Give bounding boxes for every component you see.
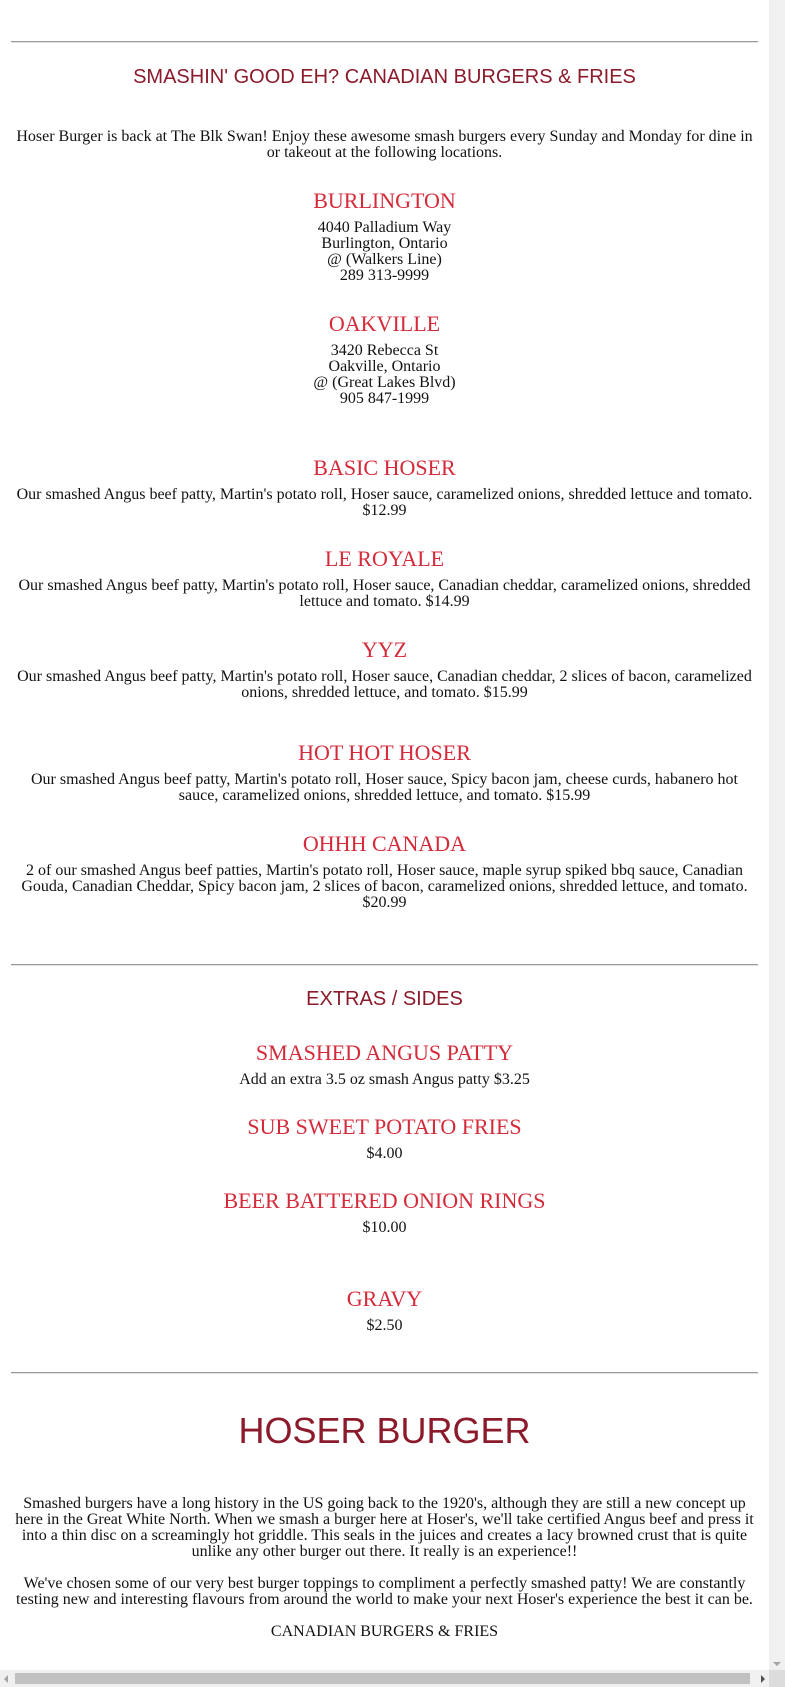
extras-item	[11, 1188, 758, 1236]
location-city: Burlington, Ontario	[321, 235, 448, 252]
menu-item	[11, 740, 758, 804]
menu-item-description: 2 of our smashed Angus beef patties, Martin's potato roll, Hoser sauce, maple syrup spiked bbq sauce, Canadian Gouda, Canadian Cheddar, Spicy bacon jam, 2 slices of bacon, caramelized onions, shredded lettuce, and tomato. $20.99	[21, 862, 748, 911]
scroll-down-arrow-icon[interactable]	[773, 1662, 781, 1666]
menu-item-description: Our smashed Angus beef patty, Martin's potato roll, Hoser sauce, Canadian cheddar, caramelized onions, shredded lettuce and tomato. $14.99	[18, 577, 751, 610]
menu-item-name: HOT HOT HOSER	[298, 740, 471, 765]
horizontal-scrollbar[interactable]	[0, 1670, 769, 1687]
menu-item	[11, 637, 758, 701]
location-city: Oakville, Ontario	[328, 358, 441, 375]
menu-item	[11, 831, 758, 911]
menu-item-name: BASIC HOSER	[313, 455, 456, 480]
extras-item-description: $2.50	[366, 1317, 403, 1334]
location-address: 3420 Rebecca St	[330, 342, 439, 359]
menu-item	[11, 546, 758, 610]
location-cross-street: @ (Walkers Line)	[327, 251, 442, 268]
brand-title: HOSER BURGER	[238, 1410, 531, 1451]
extras-item-name: GRAVY	[346, 1286, 423, 1311]
about-tagline: CANADIAN BURGERS & FRIES	[270, 1623, 499, 1640]
menu-item-description: Our smashed Angus beef patty, Martin's potato roll, Hoser sauce, Spicy bacon jam, cheese curds, habanero hot sauce, caramelized onions, shredded lettuce, and tomato. $15.99	[31, 771, 738, 804]
extras-item-name: SUB SWEET POTATO FRIES	[247, 1114, 522, 1139]
location-address: 4040 Palladium Way	[317, 219, 452, 236]
extras-item	[11, 1040, 758, 1088]
extras-item-description: $4.00	[366, 1145, 403, 1162]
scroll-right-arrow-icon[interactable]	[761, 1675, 765, 1683]
menu-item-description: Our smashed Angus beef patty, Martin's potato roll, Hoser sauce, caramelized onions, shredded lettuce and tomato. $12.99	[16, 486, 753, 519]
menu-item-name: OHHH CANADA	[302, 831, 467, 856]
about-paragraph: Smashed burgers have a long history in the US going back to the 1920's, although they are still a new concept up here in the Great White North. When we smash a burger here at Hoser's, we'll take certified Angus beef and press it into a thin disc on a screamingly hot griddle. This seals in the juices and creates a lacy browned crust that is quite unlike any other burger out there. It really is an experience!!	[15, 1495, 754, 1560]
extras-item-name: SMASHED ANGUS PATTY	[255, 1040, 514, 1065]
menu-title: SMASHIN' GOOD EH? CANADIAN BURGERS & FRIES	[133, 66, 636, 88]
location-cross-street: @ (Great Lakes Blvd)	[313, 374, 456, 391]
extras-item-description: Add an extra 3.5 oz smash Angus patty $3.25	[239, 1071, 530, 1088]
location-burlington	[11, 188, 758, 284]
extras-item-description: $10.00	[362, 1219, 407, 1236]
menu-intro: Hoser Burger is back at The Blk Swan! Enjoy these awesome smash burgers every Sunday and Monday for dine in or takeout at the following locations.	[16, 128, 753, 161]
location-phone[interactable]: 289 313-9999	[339, 267, 430, 284]
location-details	[11, 220, 758, 284]
scroll-left-arrow-icon[interactable]	[4, 1675, 8, 1683]
extras-item	[11, 1286, 758, 1334]
horizontal-scroll-thumb[interactable]	[15, 1673, 750, 1684]
location-oakville	[11, 311, 758, 407]
vertical-scrollbar[interactable]	[769, 0, 785, 1670]
location-details	[11, 343, 758, 407]
location-name: OAKVILLE	[328, 311, 441, 336]
about-paragraph: We've chosen some of our very best burger toppings to compliment a perfectly smashed patty! We are constantly testing new and interesting flavours from around the world to make your next Hoser's experience the best it can be.	[16, 1575, 753, 1608]
extras-item-name: BEER BATTERED ONION RINGS	[223, 1188, 546, 1213]
scrollbar-corner	[769, 1670, 785, 1687]
menu-item-name: YYZ	[361, 637, 408, 662]
menu-item	[11, 455, 758, 519]
location-name: BURLINGTON	[313, 188, 456, 213]
extras-item	[11, 1114, 758, 1162]
menu-item-name: LE ROYALE	[324, 546, 445, 571]
location-phone[interactable]: 905 847-1999	[339, 390, 430, 407]
extras-title: EXTRAS / SIDES	[306, 988, 463, 1010]
menu-item-description: Our smashed Angus beef patty, Martin's potato roll, Hoser sauce, Canadian cheddar, 2 slices of bacon, caramelized onions, shredded lettuce, and tomato. $15.99	[17, 668, 752, 701]
